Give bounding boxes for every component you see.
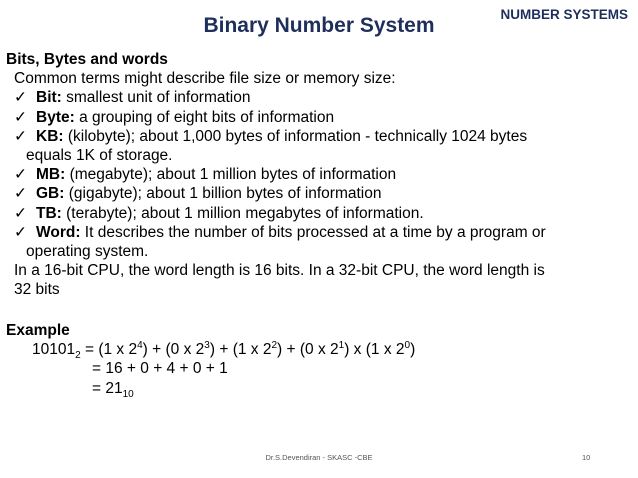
- list-item: [6, 88, 626, 107]
- term-label: GB:: [36, 185, 65, 203]
- term-4: (0 x $2^1$): [299, 340, 350, 359]
- corner-label: NUMBER SYSTEMS: [500, 7, 628, 22]
- example-heading: Example: [6, 322, 70, 339]
- checkmark-icon: ✓: [14, 108, 27, 126]
- checkmark-icon: ✓: [14, 89, 27, 107]
- word-length-note-cont: 32 bits: [14, 281, 60, 299]
- word-length-note: In a 16-bit CPU, the word length is 16 bits. In a 32-bit CPU, the word length is: [14, 262, 545, 280]
- page-number: 10: [582, 453, 591, 462]
- list-item: [6, 223, 626, 242]
- term-description: It describes the number of bits processed at a time by a program or: [80, 223, 546, 241]
- base-from: 2: [75, 350, 81, 362]
- checkmark-icon: ✓: [14, 204, 27, 222]
- term-5: (1 x $2^0$): [365, 340, 416, 359]
- term-label: KB:: [36, 127, 64, 145]
- term-label: Byte:: [36, 108, 75, 126]
- term-description: (terabyte); about 1 million megabytes of information.: [61, 204, 424, 222]
- checkmark-icon: ✓: [14, 166, 27, 184]
- term-label: Word:: [36, 223, 81, 241]
- term-description: (gigabyte); about 1 billion bytes of information: [64, 185, 382, 203]
- slide-title: Binary Number System: [203, 14, 435, 37]
- binary-number: 10101: [32, 341, 76, 359]
- term-2: (0 x $2^3$): [165, 340, 216, 359]
- example-block: [6, 321, 415, 398]
- equation-line-1: $10101_2 = (1$ x $2^4) + (0$ x $2^3) + (1$ x $2^2) + (0$ x $2^1$) x (1 x $2^0$): [32, 340, 416, 362]
- intro-line: Common terms might describe file size or memory size:: [14, 70, 396, 88]
- term-description: a grouping of eight bits of information: [74, 108, 335, 126]
- term-label: Bit:: [36, 89, 62, 107]
- base-to: 10: [122, 388, 134, 400]
- equation-line-2: = 16 + 0 + 4 + 0 + 1: [92, 360, 228, 378]
- checkmark-icon: ✓: [14, 185, 27, 203]
- term-description: (megabyte); about 1 million bytes of information: [65, 166, 397, 184]
- checkmark-icon: ✓: [14, 127, 27, 145]
- list-item-continuation: operating system.: [26, 243, 149, 261]
- list-item: [6, 165, 626, 184]
- term-3: (1 x $2^2$): [232, 340, 283, 359]
- list-item-continuation: equals 1K of storage.: [26, 147, 173, 165]
- term-label: MB:: [36, 166, 66, 184]
- term-description: (kilobyte); about 1,000 bytes of information - technically 1024 bytes: [63, 127, 528, 145]
- section-heading: Bits, Bytes and words: [6, 51, 168, 68]
- footer-author: Dr.S.Devendiran - SKASC -CBE: [265, 453, 373, 462]
- content-section: [6, 50, 626, 300]
- list-item: [6, 127, 626, 146]
- checkmark-icon: ✓: [14, 223, 27, 241]
- equation-result: = $21_{10}$: [92, 379, 134, 400]
- term-1: (1 x $2^4$): [98, 340, 148, 359]
- list-item: [6, 108, 626, 127]
- term-label: TB:: [36, 204, 62, 222]
- term-description: smallest unit of information: [61, 89, 251, 107]
- list-item: [6, 184, 626, 203]
- list-item: [6, 204, 626, 223]
